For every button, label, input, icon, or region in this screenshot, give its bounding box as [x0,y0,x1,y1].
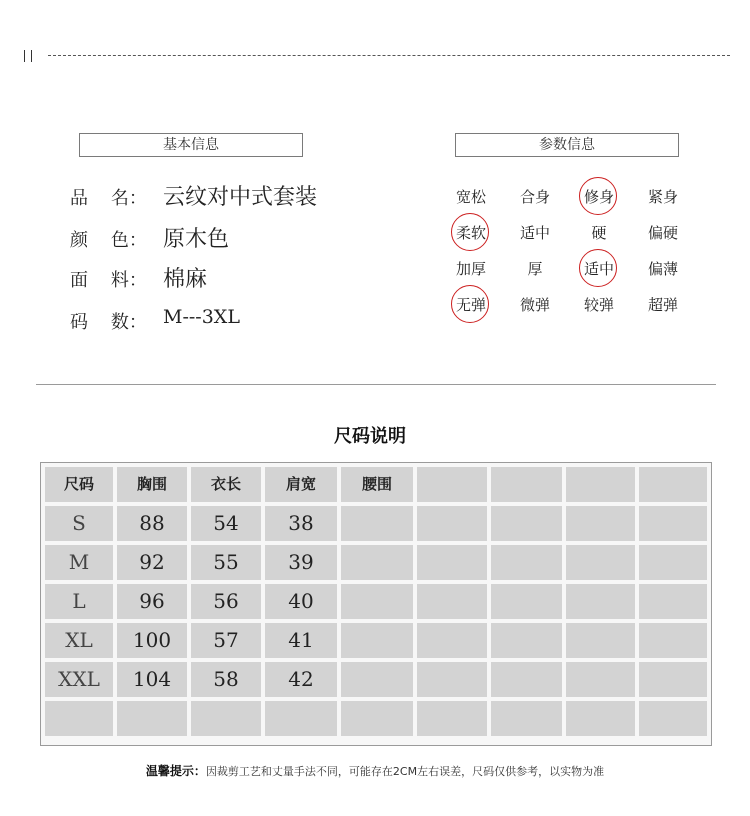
table-cell [639,623,707,658]
table-cell [491,623,562,658]
table-cell: 41 [265,623,337,658]
table-cell [417,623,487,658]
size-table [40,462,712,746]
table-cell [45,701,113,736]
table-cell [566,701,635,736]
basic-value: 棉麻 [163,267,208,292]
table-cell [566,662,635,697]
table-cell: 42 [265,662,337,697]
basic-label: 码 数： [70,312,147,333]
table-cell [491,506,562,541]
notice [0,762,750,779]
table-cell [491,662,562,697]
table-cell: 96 [117,584,187,619]
section-marker [24,50,32,62]
table-header-cell: 肩宽 [265,467,337,502]
param-option: 硬 [591,224,607,242]
table-cell: L [45,584,113,619]
table-cell [566,623,635,658]
basic-label: 面 料： [70,270,147,291]
table-cell [341,584,413,619]
table-cell: M [45,545,113,580]
param-option: 柔软 [449,218,493,248]
table-cell [417,662,487,697]
table-cell [341,662,413,697]
table-cell: 39 [265,545,337,580]
table-cell [265,701,337,736]
basic-value: 云纹对中式套装 [163,185,318,210]
table-cell [491,701,562,736]
table-header-cell: 衣长 [191,467,261,502]
table-cell: 55 [191,545,261,580]
table-header-cell [566,467,635,502]
table-cell [491,584,562,619]
table-cell [417,584,487,619]
table-cell [341,545,413,580]
table-cell: XL [45,623,113,658]
basic-value: M---3XL [163,306,240,328]
table-header-cell: 腰围 [341,467,413,502]
param-option: 偏硬 [647,224,678,242]
param-option: 合身 [519,188,550,206]
table-cell: 54 [191,506,261,541]
table-cell [639,701,707,736]
table-cell: 40 [265,584,337,619]
param-option: 适中 [577,254,621,284]
table-cell [566,506,635,541]
size-table-title: 尺码说明 [334,426,406,447]
param-option: 厚 [527,260,543,278]
table-cell: 92 [117,545,187,580]
param-option: 微弹 [519,296,550,314]
basic-value: 原木色 [163,227,230,252]
table-cell: 38 [265,506,337,541]
table-header-cell: 胸围 [117,467,187,502]
param-option: 无弹 [449,290,493,320]
param-option: 加厚 [455,260,486,278]
table-cell [639,584,707,619]
table-cell [566,545,635,580]
table-header-cell [639,467,707,502]
table-cell [639,506,707,541]
table-cell [639,662,707,697]
table-header-cell [417,467,487,502]
table-cell [191,701,261,736]
param-option: 适中 [519,224,550,242]
table-cell [417,701,487,736]
notice-text: 因裁剪工艺和丈量手法不同，可能存在2CM左右误差，尺码仅供参考，以实物为准 [205,765,605,778]
table-cell: 100 [117,623,187,658]
notice-label: 温馨提示： [145,764,206,778]
table-header-cell [491,467,562,502]
table-cell: 88 [117,506,187,541]
table-cell: 104 [117,662,187,697]
table-cell [341,701,413,736]
table-cell [566,584,635,619]
table-cell [341,623,413,658]
param-option: 紧身 [647,188,678,206]
param-option: 宽松 [455,188,486,206]
table-cell [341,506,413,541]
param-option: 超弹 [647,296,678,314]
param-option: 较弹 [583,296,614,314]
table-cell: 57 [191,623,261,658]
horizontal-divider [36,384,716,385]
table-header-cell: 尺码 [45,467,113,502]
basic-label: 颜 色： [70,230,147,251]
dashed-divider [48,55,730,56]
table-cell: 56 [191,584,261,619]
table-cell [417,545,487,580]
params-title: 参数信息 [455,133,679,157]
table-cell [417,506,487,541]
table-cell: 58 [191,662,261,697]
table-cell [639,545,707,580]
table-cell [117,701,187,736]
basic-label: 品 名： [70,188,147,209]
param-option: 偏薄 [647,260,678,278]
table-cell: S [45,506,113,541]
basic-info-title: 基本信息 [79,133,303,157]
param-option: 修身 [577,182,621,212]
table-cell: XXL [45,662,113,697]
table-cell [491,545,562,580]
